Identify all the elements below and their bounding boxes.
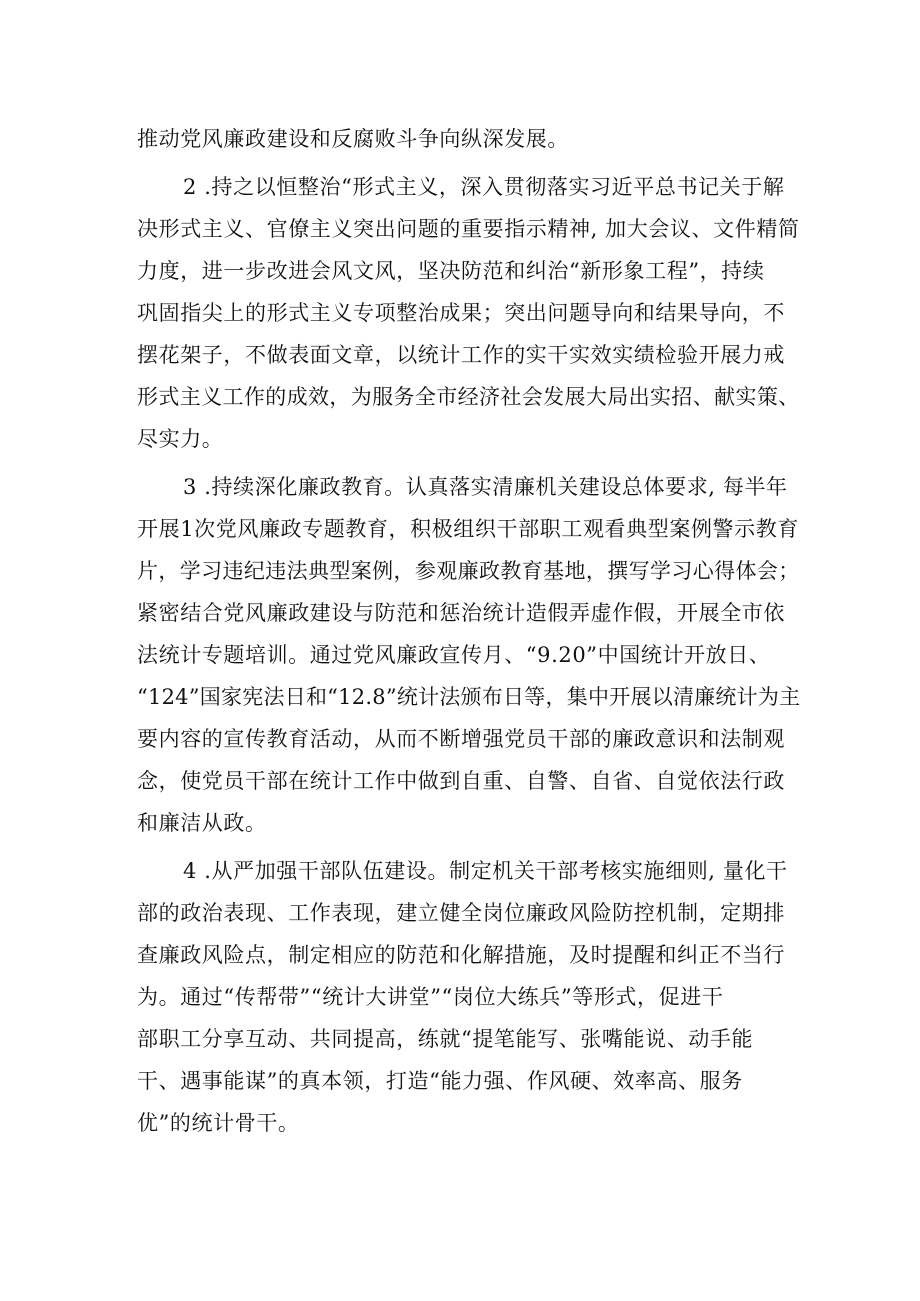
text-line: 查廉政风险点，制定相应的防范和化解措施，及时提醒和纠正不当行 <box>137 943 785 967</box>
paragraph-4-first-line: 4 .从严加强干部队伍建设。制定机关干部考核实施细则, 量化干 <box>183 859 788 883</box>
text-line: 和廉洁从政。 <box>137 811 267 835</box>
text-line: 为。通过“传帮带”“统计大讲堂”“岗位大练兵”等形式，促进干 <box>137 985 724 1009</box>
text-line: 要内容的宣传教育活动，从而不断增强党员干部的廉政意识和法制观 <box>137 727 785 751</box>
text-line: 决形式主义、官僚主义突出问题的重要指示精神, 加大会议、文件精简 <box>137 217 800 241</box>
text-line: 优”的统计骨干。 <box>137 1111 300 1135</box>
text-line: 干、遇事能谋”的真本领，打造“能力强、作风硬、效率高、服务 <box>137 1069 743 1093</box>
text-line: 紧密结合党风廉政建设与防范和惩治统计造假弄虚作假，开展全市依 <box>137 601 785 625</box>
text-line: 形式主义工作的成效，为服务全市经济社会发展大局出实招、献实策、 <box>137 385 800 409</box>
text-line: 部的政治表现、工作表现，建立健全岗位廉政风险防控机制，定期排 <box>137 901 785 925</box>
paragraph-2-first-line: 2 .持之以恒整治“形式主义，深入贯彻落实习近平总书记关于解 <box>183 175 785 199</box>
text-line: 开展1次党风廉政专题教育，积极组织干部职工观看典型案例警示教育 <box>137 517 799 541</box>
text-line: 推动党风廉政建设和反腐败斗争向纵深发展。 <box>137 127 569 151</box>
text-line: “124”国家宪法日和“12.8”统计法颁布日等，集中开展以清廉统计为主 <box>137 685 801 709</box>
text-line: 部职工分享互动、共同提高，练就“提笔能写、张嘴能说、动手能 <box>137 1027 754 1051</box>
text-line: 摆花架子，不做表面文章，以统计工作的实干实效实绩检验开展力戒 <box>137 343 785 367</box>
paragraph-3-first-line: 3 .持续深化廉政教育。认真落实清廉机关建设总体要求, 每半年 <box>183 475 788 499</box>
text-line: 力度，进一步改进会风文风，坚决防范和纠治“新形象工程”，持续 <box>137 259 765 283</box>
text-line: 尽实力。 <box>137 427 224 451</box>
text-line: 法统计专题培训。通过党风廉政宣传月、“9.20”中国统计开放日、 <box>137 643 771 667</box>
text-line: 巩固指尖上的形式主义专项整治成果；突出问题导向和结果导向，不 <box>137 301 785 325</box>
text-line: 念，使党员干部在统计工作中做到自重、自警、自省、自觉依法行政 <box>137 769 785 793</box>
text-line: 片，学习违纪违法典型案例，参观廉政教育基地，撰写学习心得体会； <box>137 559 800 583</box>
